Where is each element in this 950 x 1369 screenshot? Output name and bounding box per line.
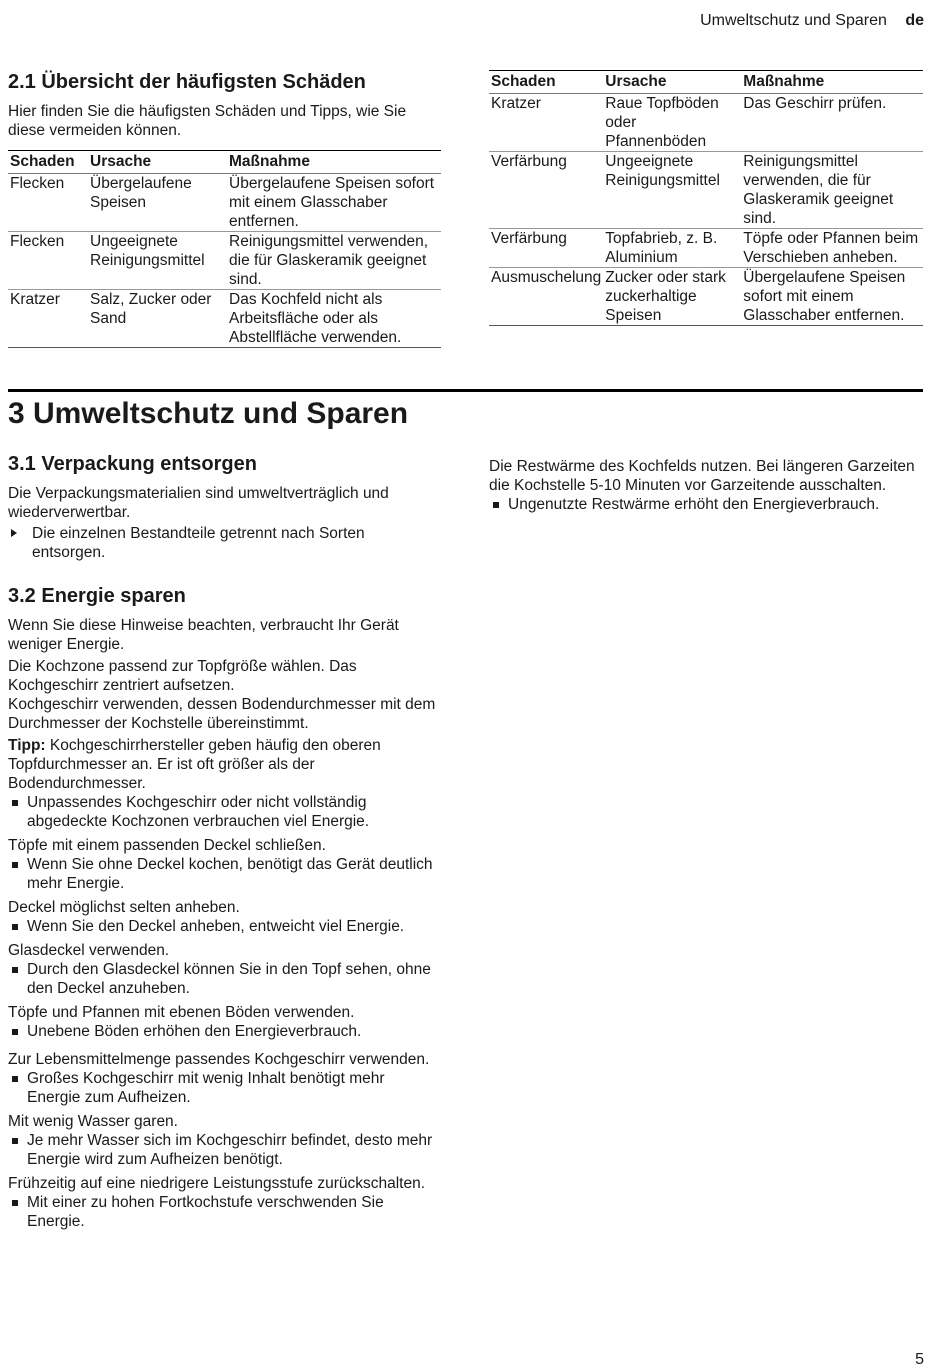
cell-damage: Kratzer [8,290,88,348]
tip-label: Tipp: [8,737,46,754]
chapter-title: 3 Umweltschutz und Sparen [8,397,409,430]
bullet-item: Unebene Böden erhöhen den Energieverbrauch. [8,1022,441,1041]
cell-measure: Übergelaufene Speisen sofort mit einem Glasschaber entfernen. [227,174,441,232]
col-header-measure: Maßnahme [227,151,441,174]
paragraph: Glasdeckel verwenden. [8,942,170,959]
cell-cause: Übergelaufene Speisen [88,174,227,232]
damage-table-part-2 [489,70,923,326]
running-header [700,11,924,30]
paragraph: Töpfe mit einem passenden Deckel schließen. [8,837,326,854]
section-3-left [8,452,441,1231]
table-row [8,174,441,232]
table-row [489,152,923,229]
section-title: 2.1 Übersicht der häufigsten Schäden [8,71,366,93]
table-row [489,94,923,152]
bullet-item: Unpassendes Kochgeschirr oder nicht vollständig abgedeckte Kochzonen verbrauchen viel Energie. [8,793,441,831]
cell-damage: Kratzer [489,94,603,152]
paragraph: Die Verpackungsmaterialien sind umweltverträglich und wiederverwertbar. [8,485,389,521]
cell-damage: Flecken [8,232,88,290]
cell-damage: Ausmuschelung [489,268,603,326]
bullet-item: Ungenutzte Restwärme erhöht den Energieverbrauch. [489,495,923,514]
paragraph: Kochgeschirr verwenden, dessen Bodendurchmesser mit dem Durchmesser der Kochstelle übereinstimmt. [8,696,436,732]
cell-measure: Das Kochfeld nicht als Arbeitsfläche oder als Abstellfläche verwenden. [227,290,441,348]
paragraph: Frühzeitig auf eine niedrigere Leistungsstufe zurückschalten. [8,1175,426,1192]
bullet-item: Wenn Sie ohne Deckel kochen, benötigt das Gerät deutlich mehr Energie. [8,855,441,893]
cell-measure: Reinigungsmittel verwenden, die für Glaskeramik geeignet sind. [227,232,441,290]
cell-damage: Verfärbung [489,152,603,229]
cell-cause: Salz, Zucker oder Sand [88,290,227,348]
paragraph: Wenn Sie diese Hinweise beachten, verbraucht Ihr Gerät weniger Energie. [8,617,399,653]
bullet-item: Durch den Glasdeckel können Sie in den Topf sehen, ohne den Deckel anzuheben. [8,960,441,998]
paragraph: Die Restwärme des Kochfelds nutzen. Bei längeren Garzeiten die Kochstelle 5-10 Minuten vor Garzeitende ausschalten. [489,458,915,494]
paragraph: Töpfe und Pfannen mit ebenen Böden verwenden. [8,1004,355,1021]
tip-text: Kochgeschirrhersteller geben häufig den oberen Topfdurchmesser an. Er ist oft größer als der Bodendurchmesser. [8,737,381,792]
tip-paragraph [8,736,441,793]
table-row [489,268,923,326]
header-chapter: Umweltschutz und Sparen [700,12,887,29]
col-header-damage: Schaden [8,151,88,174]
paragraph: Deckel möglichst selten anheben. [8,899,240,916]
col-header-measure: Maßnahme [741,71,923,94]
bullet-item: Mit einer zu hohen Fortkochstufe verschwenden Sie Energie. [8,1193,441,1231]
chapter-rule [8,389,923,392]
cell-cause: Ungeeignete Reinigungsmittel [88,232,227,290]
table-row [489,229,923,268]
paragraph: Mit wenig Wasser garen. [8,1113,178,1130]
col-header-damage: Schaden [489,71,603,94]
table-row [8,290,441,348]
damage-table-part-1 [8,150,441,348]
page-number: 5 [915,1351,924,1368]
section-3-1-title: 3.1 Verpackung entsorgen [8,453,257,475]
section-3-right [489,457,923,514]
cell-cause: Zucker oder stark zuckerhaltige Speisen [603,268,741,326]
col-header-cause: Ursache [88,151,227,174]
section-3-2-title: 3.2 Energie sparen [8,585,186,607]
bullet-item: Großes Kochgeschirr mit wenig Inhalt benötigt mehr Energie zum Aufheizen. [8,1069,441,1107]
bullet-item: Je mehr Wasser sich im Kochgeschirr befindet, desto mehr Energie wird zum Aufheizen benötigt. [8,1131,441,1169]
cell-cause: Raue Topfböden oder Pfannenböden [603,94,741,152]
cell-cause: Ungeeignete Reinigungsmittel [603,152,741,229]
cell-measure: Das Geschirr prüfen. [741,94,923,152]
cell-damage: Flecken [8,174,88,232]
section-2-1 [8,70,441,348]
section-intro: Hier finden Sie die häufigsten Schäden und Tipps, wie Sie diese vermeiden können. [8,103,407,139]
paragraph: Die Kochzone passend zur Topfgröße wählen. Das Kochgeschirr zentriert aufsetzen. [8,658,357,694]
cell-measure: Reinigungsmittel verwenden, die für Glaskeramik geeignet sind. [741,152,923,229]
damage-table-continued [489,70,923,326]
cell-measure: Übergelaufene Speisen sofort mit einem Glasschaber entfernen. [741,268,923,326]
instruction-step: Die einzelnen Bestandteile getrennt nach Sorten entsorgen. [8,524,441,562]
bullet-item: Wenn Sie den Deckel anheben, entweicht viel Energie. [8,917,441,936]
cell-cause: Topfabrieb, z. B. Aluminium [603,229,741,268]
cell-measure: Töpfe oder Pfannen beim Verschieben anheben. [741,229,923,268]
cell-damage: Verfärbung [489,229,603,268]
header-language: de [905,12,924,29]
col-header-cause: Ursache [603,71,741,94]
paragraph: Zur Lebensmittelmenge passendes Kochgeschirr verwenden. [8,1051,430,1068]
table-row [8,232,441,290]
